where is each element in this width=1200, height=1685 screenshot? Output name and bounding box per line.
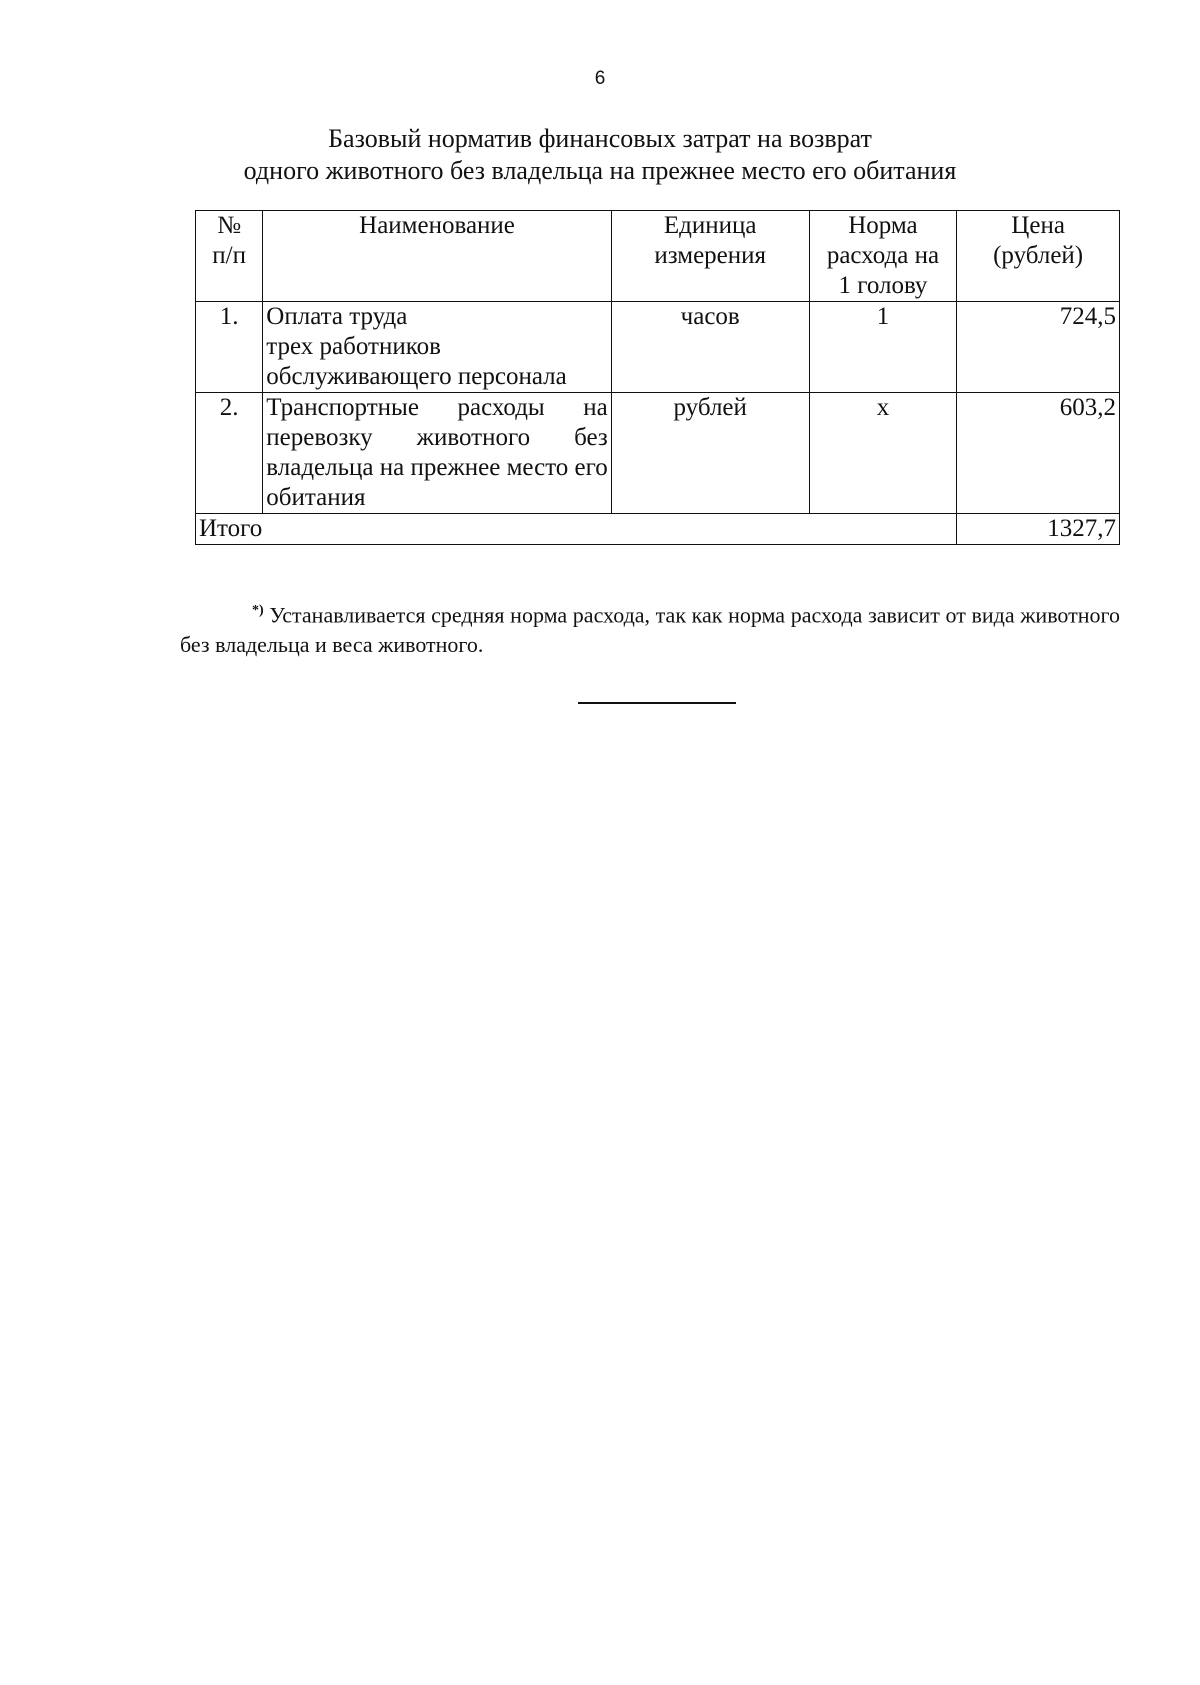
row-name: Транспортные расходы на перевозку животного без владельца на прежнее место его обитания (263, 393, 612, 514)
footnote (180, 596, 1120, 660)
table-row (196, 302, 1120, 393)
row-number: 1. (196, 302, 263, 393)
row-price: 603,2 (957, 393, 1120, 514)
header-norm: Норма расхода на 1 голову (809, 211, 957, 302)
row-name: Оплата труда трех работников обслуживающего персонала (263, 302, 612, 393)
cost-norm-table (195, 210, 1120, 545)
total-value: 1327,7 (957, 514, 1120, 545)
row-unit: рублей (611, 393, 809, 514)
header-name: Наименование (263, 211, 612, 302)
header-unit: Единица измерения (611, 211, 809, 302)
row-norm: х (809, 393, 957, 514)
title-line-2: одного животного без владельца на прежнее место его обитания (243, 156, 957, 185)
document-title (0, 123, 1200, 187)
row-norm: 1 (809, 302, 957, 393)
total-row (196, 514, 1120, 545)
header-price: Цена (рублей) (957, 211, 1120, 302)
row-unit: часов (611, 302, 809, 393)
page-number: 6 (594, 68, 606, 89)
row-number: 2. (196, 393, 263, 514)
header-number: № п/п (196, 211, 263, 302)
title-line-1: Базовый норматив финансовых затрат на возврат (328, 124, 872, 153)
total-label: Итого (196, 514, 957, 545)
footnote-text: Устанавливается средняя норма расхода, так как норма расхода зависит от вида животного без владельца и веса животного. (180, 602, 1121, 658)
row-price: 724,5 (957, 302, 1120, 393)
end-divider (578, 702, 736, 704)
table-row (196, 393, 1120, 514)
table-header-row (196, 211, 1120, 302)
footnote-marker: *) (252, 603, 264, 618)
